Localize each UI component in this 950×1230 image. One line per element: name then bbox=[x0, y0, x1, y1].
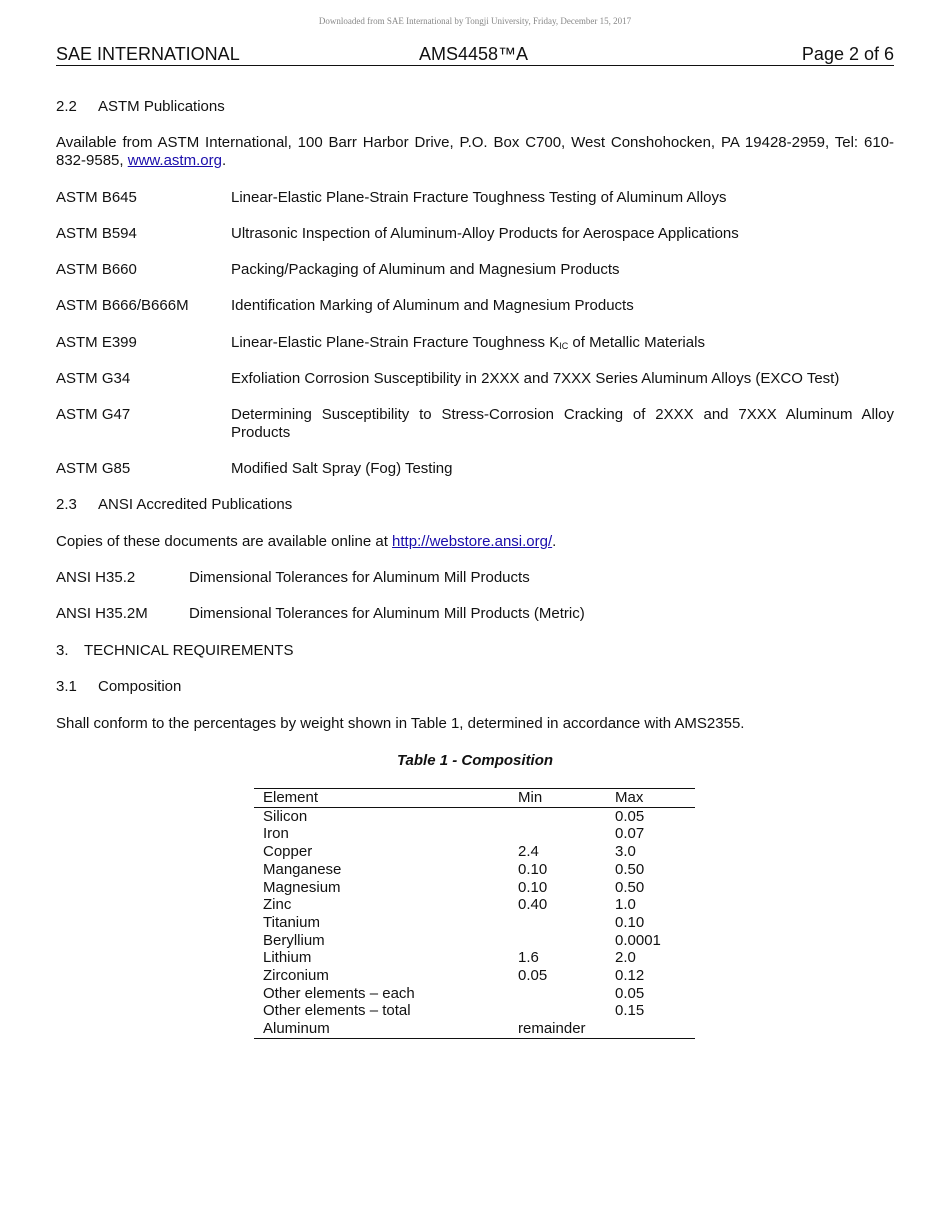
section-number: 2.2 bbox=[56, 98, 77, 115]
kic-subscript: IC bbox=[559, 341, 569, 351]
header-page-number: Page 2 of 6 bbox=[801, 44, 894, 64]
table-row bbox=[254, 896, 695, 914]
cell-max: 0.07 bbox=[615, 825, 645, 843]
reference-title: Dimensional Tolerances for Aluminum Mill Products bbox=[189, 569, 530, 586]
title-text: Linear-Elastic Plane-Strain Fracture Toughness K bbox=[231, 334, 560, 351]
cell-min bbox=[518, 825, 615, 843]
cell-min bbox=[518, 932, 615, 950]
cell-max: 0.12 bbox=[615, 967, 645, 985]
cell-max bbox=[615, 1020, 695, 1038]
section-2-2-heading bbox=[56, 98, 225, 115]
reference-code: ASTM B645 bbox=[56, 189, 137, 206]
table-header-row bbox=[254, 789, 695, 808]
section-title: TECHNICAL REQUIREMENTS bbox=[84, 642, 294, 659]
cell-max: 0.05 bbox=[615, 984, 645, 1002]
section-number: 3.1 bbox=[56, 678, 77, 695]
cell-element: Zinc bbox=[263, 896, 292, 914]
column-header-min: Min bbox=[518, 789, 615, 808]
reference-code: ASTM E399 bbox=[56, 334, 137, 351]
table-row bbox=[254, 949, 695, 967]
cell-element: Other elements – each bbox=[263, 984, 415, 1002]
reference-title: Dimensional Tolerances for Aluminum Mill Products (Metric) bbox=[189, 605, 585, 622]
cell-min: 0.10 bbox=[518, 860, 548, 878]
cell-min: 0.10 bbox=[518, 878, 548, 896]
header-org: SAE INTERNATIONAL bbox=[56, 44, 240, 64]
table-row bbox=[254, 825, 695, 843]
cell-max: 0.50 bbox=[615, 878, 645, 896]
table-row bbox=[254, 1020, 695, 1038]
table-row bbox=[254, 932, 695, 950]
column-header-max: Max bbox=[615, 789, 695, 808]
cell-min: 0.40 bbox=[518, 896, 548, 914]
composition-table bbox=[254, 788, 695, 1039]
cell-max: 0.05 bbox=[615, 807, 645, 825]
cell-max: 0.50 bbox=[615, 860, 645, 878]
reference-title: Determining Susceptibility to Stress-Corrosion Cracking of 2XXX and 7XXX Aluminum Alloy Products bbox=[231, 406, 894, 441]
reference-title: Exfoliation Corrosion Susceptibility in 2XXX and 7XXX Series Aluminum Alloys (EXCO Test) bbox=[231, 370, 840, 387]
table-row bbox=[254, 807, 695, 825]
reference-title: Modified Salt Spray (Fog) Testing bbox=[231, 460, 453, 477]
astm-availability-paragraph bbox=[56, 134, 894, 170]
reference-title: Packing/Packaging of Aluminum and Magnesium Products bbox=[231, 261, 620, 278]
reference-code: ASTM G34 bbox=[56, 370, 131, 387]
cell-max: 0.0001 bbox=[615, 931, 661, 949]
reference-code: ASTM G47 bbox=[56, 406, 131, 423]
reference-code: ASTM G85 bbox=[56, 460, 131, 477]
page-header bbox=[56, 44, 894, 66]
composition-paragraph: Shall conform to the percentages by weight shown in Table 1, determined in accordance with AMS2355. bbox=[56, 715, 745, 732]
section-number: 2.3 bbox=[56, 496, 77, 513]
section-3-heading bbox=[56, 642, 293, 659]
ansi-webstore-link[interactable]: http://webstore.ansi.org/ bbox=[392, 533, 553, 550]
cell-element: Lithium bbox=[263, 949, 312, 967]
cell-min: 1.6 bbox=[518, 949, 539, 967]
cell-min: 0.05 bbox=[518, 967, 548, 985]
cell-min: 2.4 bbox=[518, 843, 539, 861]
period: . bbox=[221, 152, 227, 169]
period: . bbox=[552, 533, 557, 550]
ansi-availability-text: Copies of these documents are available online at bbox=[56, 533, 393, 550]
cell-max: 3.0 bbox=[615, 843, 636, 861]
section-title: ANSI Accredited Publications bbox=[98, 496, 293, 513]
table-row bbox=[254, 843, 695, 861]
astm-availability-text: Available from ASTM International, 100 Barr Harbor Drive, P.O. Box C700, West Conshohocken, PA 19428-2959, Tel: 610-832-9585, bbox=[56, 134, 894, 169]
cell-element: Iron bbox=[263, 825, 289, 843]
cell-max: 2.0 bbox=[615, 949, 636, 967]
cell-min bbox=[518, 1002, 615, 1020]
cell-element: Silicon bbox=[263, 807, 308, 825]
section-3-1-heading bbox=[56, 678, 181, 695]
cell-min bbox=[518, 985, 615, 1003]
section-2-3-heading bbox=[56, 496, 292, 513]
cell-element: Copper bbox=[263, 843, 313, 861]
reference-code: ASTM B660 bbox=[56, 261, 137, 278]
cell-element: Other elements – total bbox=[263, 1002, 411, 1020]
reference-title bbox=[231, 334, 894, 353]
table-row bbox=[254, 879, 695, 897]
reference-title: Linear-Elastic Plane-Strain Fracture Toughness Testing of Aluminum Alloys bbox=[231, 189, 727, 206]
reference-title: Identification Marking of Aluminum and Magnesium Products bbox=[231, 297, 634, 314]
reference-code: ASTM B666/B666M bbox=[56, 297, 189, 314]
title-text: of Metallic Materials bbox=[568, 334, 705, 351]
table-row bbox=[254, 985, 695, 1003]
table-caption: Table 1 - Composition bbox=[396, 752, 554, 769]
cell-max: 0.15 bbox=[615, 1002, 645, 1020]
reference-code: ANSI H35.2M bbox=[56, 605, 148, 622]
section-title: Composition bbox=[98, 678, 182, 695]
cell-element: Titanium bbox=[263, 913, 320, 931]
cell-max: 0.10 bbox=[615, 913, 645, 931]
download-watermark: Downloaded from SAE International by Tongji University, Friday, December 15, 2017 bbox=[318, 16, 632, 26]
table-row bbox=[254, 861, 695, 879]
cell-max: 1.0 bbox=[615, 896, 636, 914]
cell-min bbox=[518, 914, 615, 932]
table-row bbox=[254, 967, 695, 985]
astm-website-link[interactable]: www.astm.org bbox=[127, 152, 222, 169]
cell-element: Magnesium bbox=[263, 878, 341, 896]
table-row bbox=[254, 1002, 695, 1020]
cell-min bbox=[518, 807, 615, 825]
reference-code: ANSI H35.2 bbox=[56, 569, 136, 586]
section-title: ASTM Publications bbox=[98, 98, 225, 115]
cell-element: Aluminum bbox=[254, 1020, 518, 1038]
header-doc-number: AMS4458™A bbox=[419, 44, 529, 64]
cell-element: Beryllium bbox=[263, 931, 325, 949]
cell-element: Zirconium bbox=[263, 967, 329, 985]
section-number: 3. bbox=[56, 642, 69, 659]
column-header-element: Element bbox=[254, 789, 518, 808]
table-row bbox=[254, 914, 695, 932]
reference-code: ASTM B594 bbox=[56, 225, 137, 242]
cell-element: Manganese bbox=[263, 860, 342, 878]
cell-min: remainder bbox=[518, 1020, 615, 1038]
ansi-availability-paragraph bbox=[56, 533, 556, 550]
reference-title: Ultrasonic Inspection of Aluminum-Alloy Products for Aerospace Applications bbox=[231, 225, 739, 242]
